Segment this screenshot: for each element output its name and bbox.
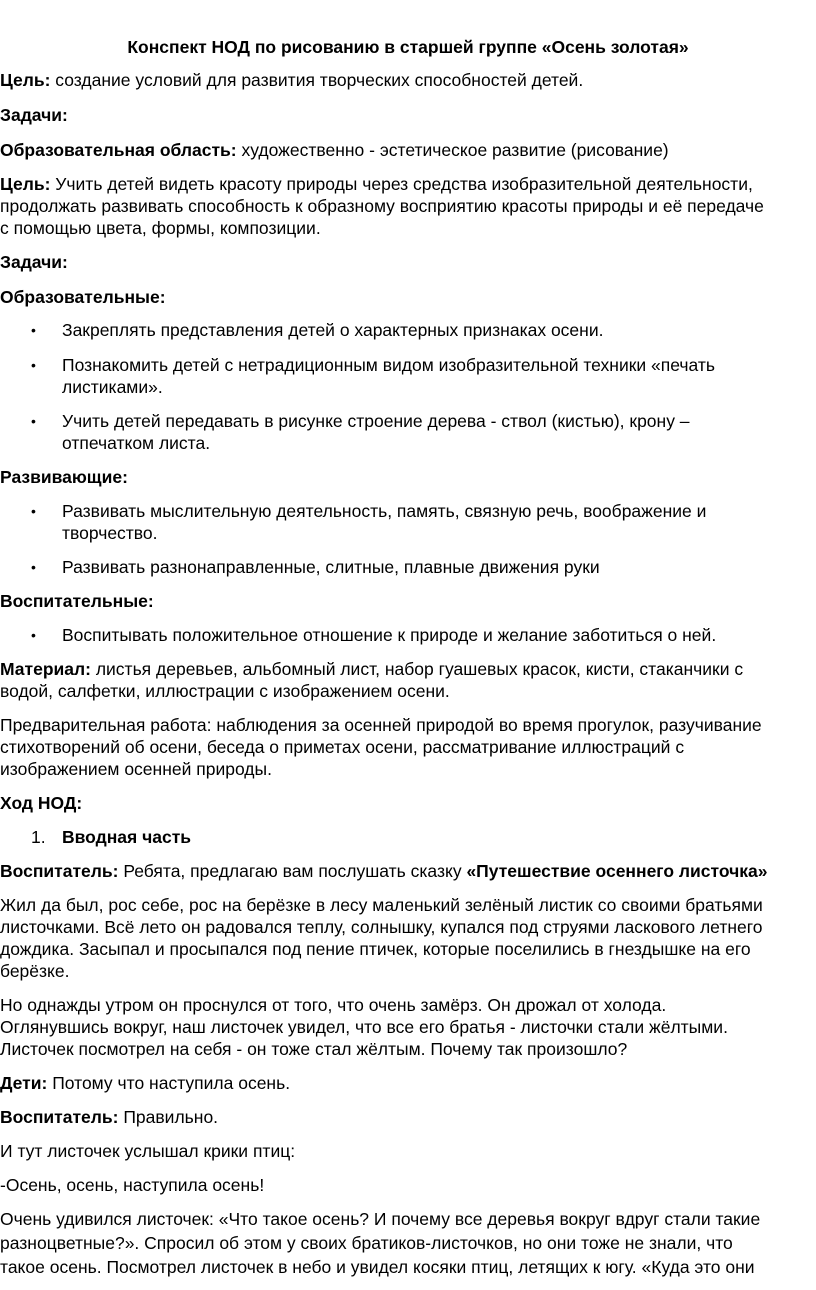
material-line1	[0, 658, 743, 680]
children-label: Дети:	[0, 1073, 48, 1093]
prelim-line: стихотворений об осени, беседа о приметах осени, рассматривание иллюстраций с	[0, 737, 685, 757]
educational-heading: Образовательные:	[0, 287, 166, 307]
teacher2-label: Воспитатель:	[0, 1107, 119, 1127]
list-item: Воспитывать положительное отношение к природе и желание заботиться о ней.	[62, 625, 717, 645]
teacher2-text: Правильно.	[118, 1107, 219, 1127]
autumn-cry-line: -Осень, осень, наступила осень!	[0, 1175, 265, 1195]
birds-line: И тут листочек услышал крики птиц:	[0, 1141, 296, 1161]
goal-text: создание условий для развития творческих способностей детей.	[50, 70, 584, 90]
goal-label: Цель:	[0, 70, 51, 90]
edu-area-label: Образовательная область:	[0, 140, 237, 160]
children-line	[0, 1072, 290, 1094]
list-item: Познакомить детей с нетрадиционным видом изобразительной техники «печать	[62, 355, 715, 375]
list-item: Учить детей передавать в рисунке строение дерева - ствол (кистью), крону –	[62, 411, 690, 431]
prelim-line: изображением осенней природы.	[0, 759, 272, 779]
section-number: 1.	[31, 827, 46, 847]
goal2-line2: продолжать развивать способность к образному восприятию красоты природы и её передаче	[0, 196, 764, 216]
goal2-label: Цель:	[0, 174, 51, 194]
tasks-heading: Задачи:	[0, 105, 68, 125]
tasks2-heading: Задачи:	[0, 252, 68, 272]
list-item-cont: листиками».	[62, 377, 163, 397]
bullet-marker: •	[31, 627, 36, 643]
document-title: Конспект НОД по рисованию в старшей группе «Осень золотая»	[127, 37, 689, 57]
goal-line	[0, 69, 583, 91]
list-item: Развивать разнонаправленные, слитные, плавные движения руки	[62, 557, 600, 577]
bullet-marker: •	[31, 322, 36, 338]
story-line: берёзке.	[0, 961, 70, 981]
list-item-cont: отпечатком листа.	[62, 433, 211, 453]
children-text: Потому что наступила осень.	[47, 1073, 291, 1093]
course-heading: Ход НОД:	[0, 793, 83, 813]
edu-area-text: художественно - эстетическое развитие (рисование)	[236, 140, 669, 160]
material-line2: водой, салфетки, иллюстрации с изображением осени.	[0, 681, 450, 701]
prelim-line: Предварительная работа: наблюдения за осенней природой во время прогулок, разучивание	[0, 715, 762, 735]
intro-heading: Вводная часть	[62, 827, 192, 847]
goal2-text: Учить детей видеть красоту природы через средства изобразительной деятельности,	[50, 174, 753, 194]
teacher-line	[0, 860, 768, 882]
story-line: Листочек посмотрел на себя - он тоже стал жёлтым. Почему так произошло?	[0, 1039, 628, 1059]
bullet-marker: •	[31, 357, 36, 373]
story-title: «Путешествие осеннего листочка»	[466, 861, 768, 881]
goal2-line1	[0, 173, 753, 195]
goal2-line3: с помощью цвета, формы, композиции.	[0, 218, 321, 238]
story-line: Оглянувшись вокруг, наш листочек увидел, что все его братья - листочки стали жёлтыми.	[0, 1017, 728, 1037]
edu-area-line	[0, 139, 669, 161]
material-text: листья деревьев, альбомный лист, набор гуашевых красок, кисти, стаканчики с	[90, 659, 744, 679]
story-line: Жил да был, рос себе, рос на берёзке в лесу маленький зелёный листик со своими братьями	[0, 895, 763, 915]
bullet-marker: •	[31, 559, 36, 575]
teacher-label: Воспитатель:	[0, 861, 119, 881]
story-line: разноцветные?». Спросил об этом у своих братиков-листочков, но они тоже не знали, что	[0, 1233, 733, 1253]
story-line: дождика. Засыпал и просыпался под пение птичек, которые поселились в гнездышке на его	[0, 939, 751, 959]
teacher2-line	[0, 1106, 218, 1128]
list-item-cont: творчество.	[62, 523, 158, 543]
bullet-marker: •	[31, 413, 36, 429]
story-line: листочками. Всё лето он радовался теплу, солнышку, купался под струями ласкового летнего	[0, 917, 763, 937]
material-label: Материал:	[0, 659, 91, 679]
teacher-text: Ребята, предлагаю вам послушать сказку	[118, 861, 467, 881]
story-line: такое осень. Посмотрел листочек в небо и увидел косяки птиц, летящих к югу. «Куда это они	[0, 1257, 755, 1277]
list-item: Развивать мыслительную деятельность, память, связную речь, воображение и	[62, 501, 707, 521]
list-item: Закреплять представления детей о характерных признаках осени.	[62, 320, 604, 340]
developing-heading: Развивающие:	[0, 467, 128, 487]
story-line: Очень удивился листочек: «Что такое осень? И почему все деревья вокруг вдруг стали такие	[0, 1209, 761, 1229]
upbringing-heading: Воспитательные:	[0, 591, 154, 611]
bullet-marker: •	[31, 503, 36, 519]
story-line: Но однажды утром он проснулся от того, что очень замёрз. Он дрожал от холода.	[0, 995, 667, 1015]
